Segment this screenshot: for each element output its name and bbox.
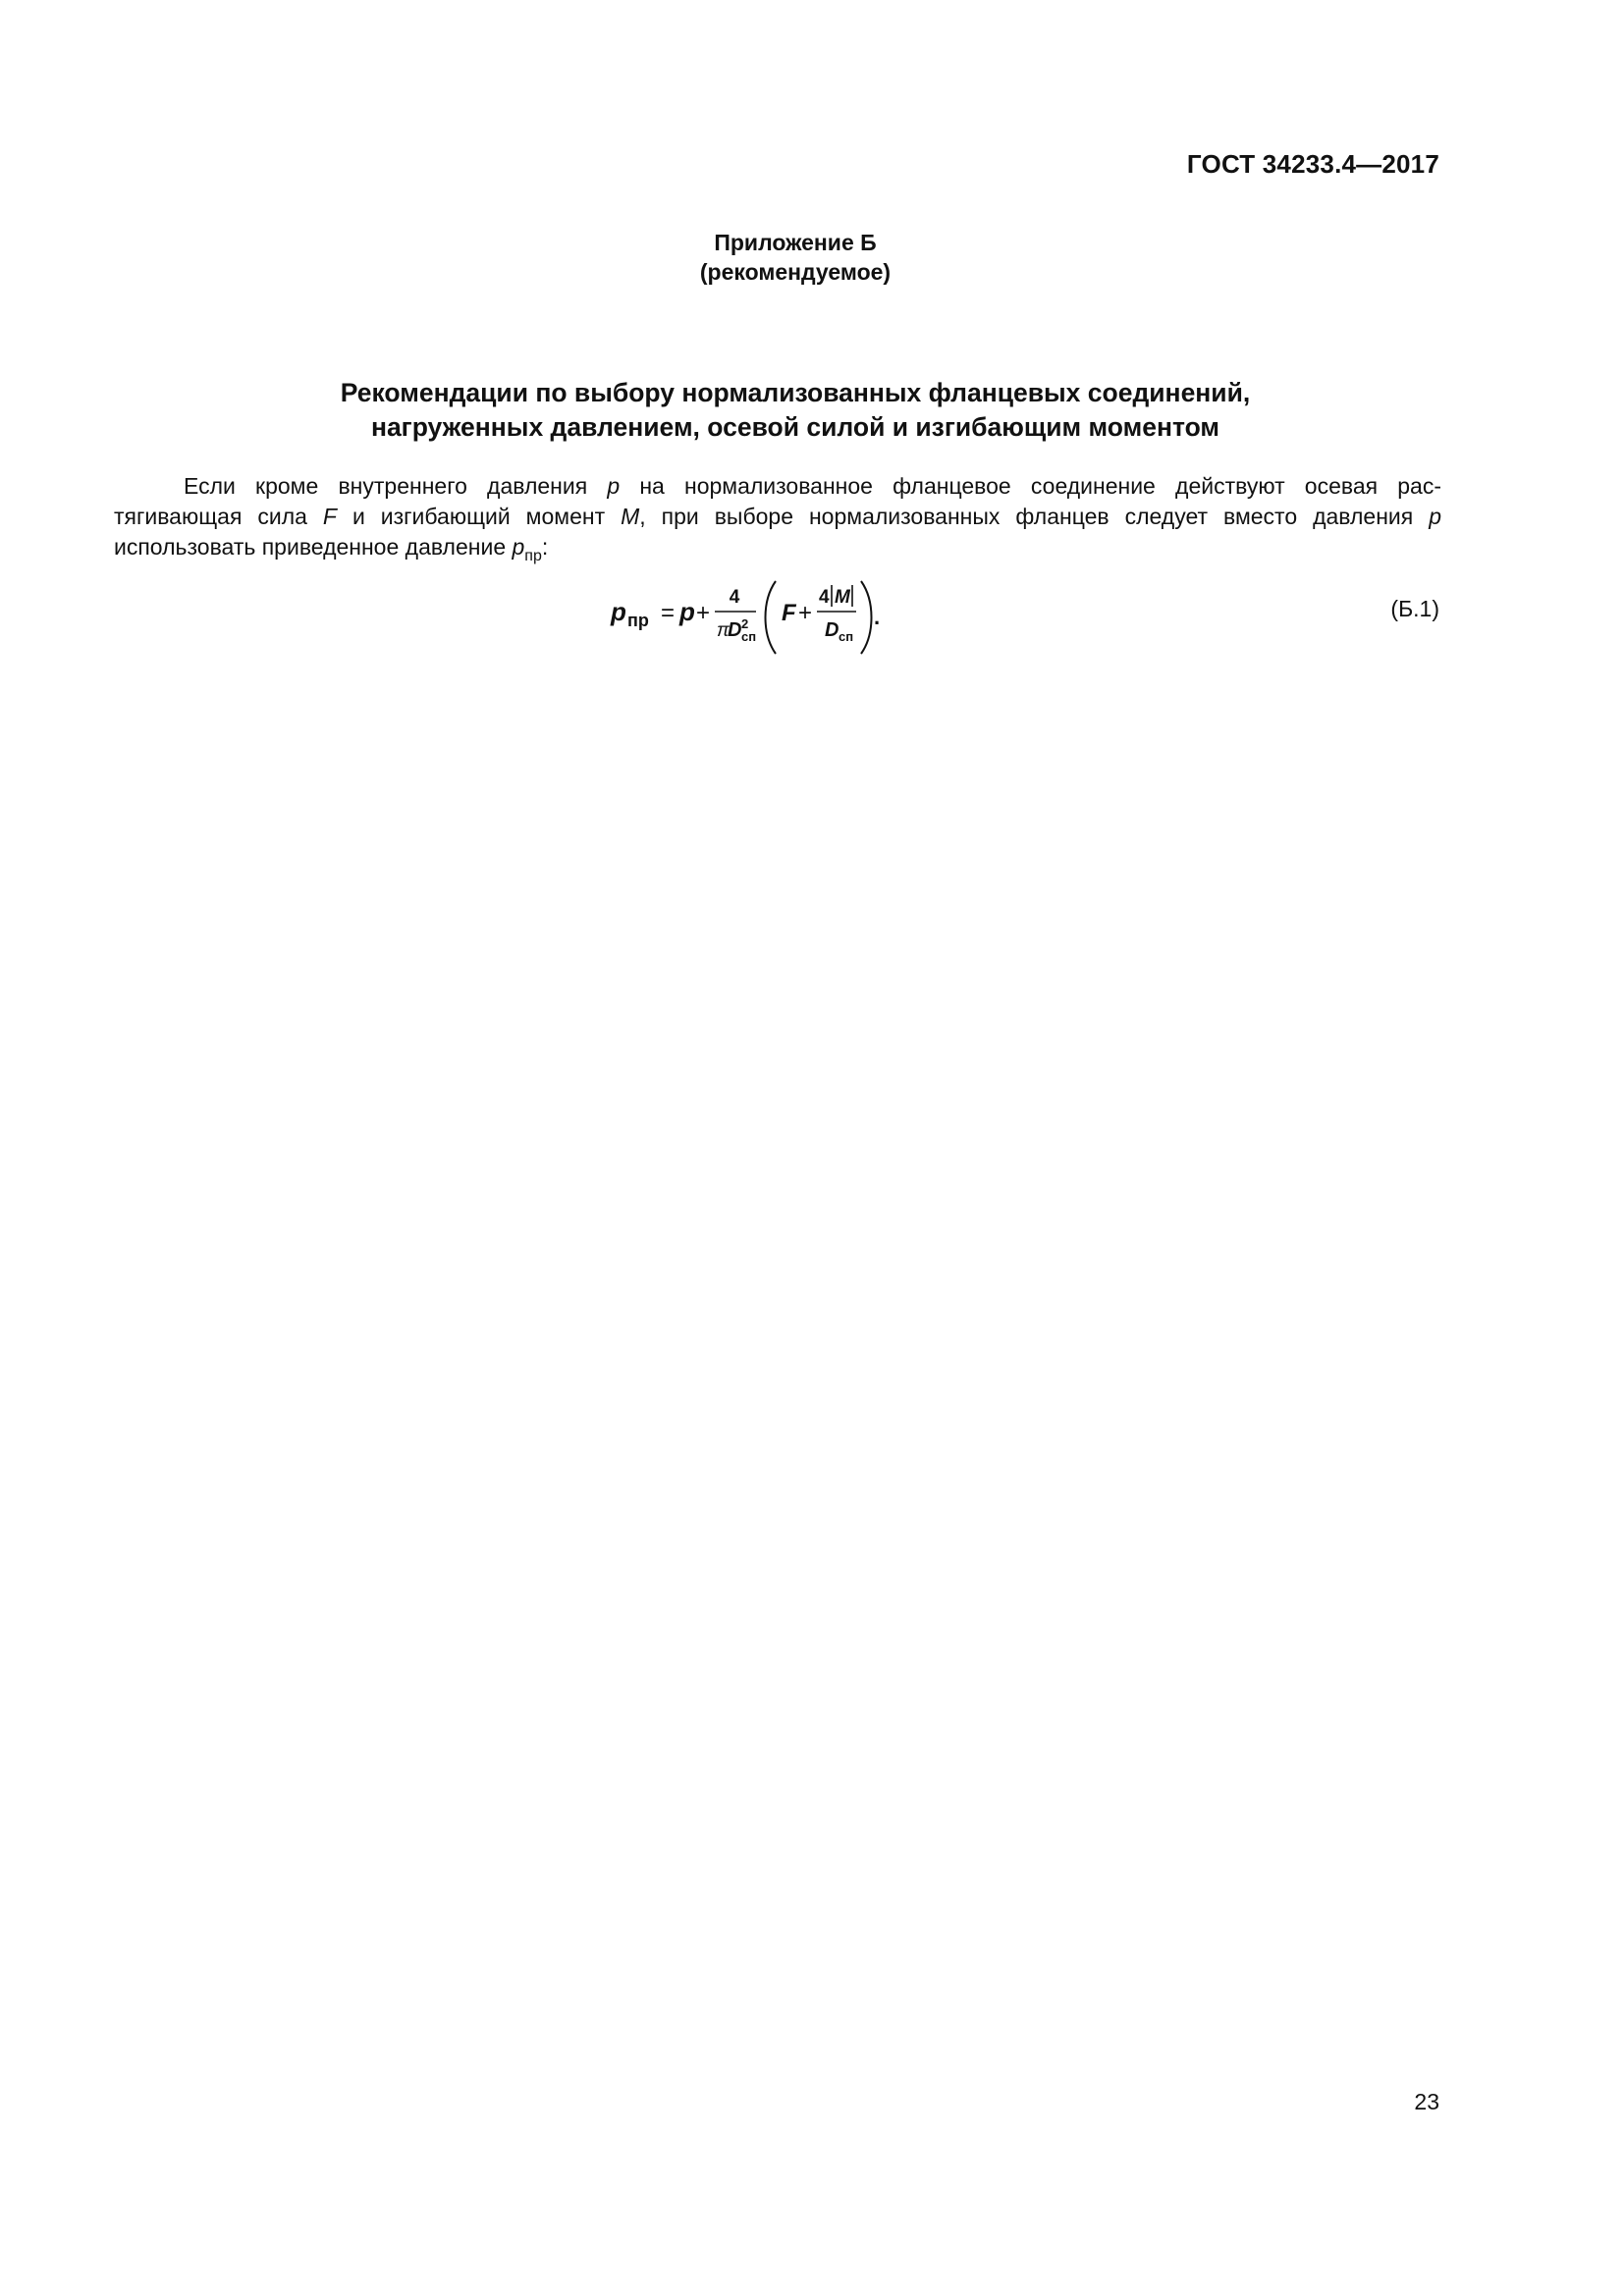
text-run: :: [541, 534, 549, 560]
paragraph-line-3: [114, 532, 1441, 562]
formula-inner-den-d: D: [825, 619, 839, 641]
formula-plus-2: +: [798, 600, 813, 626]
appendix-title: Приложение Б: [714, 230, 877, 255]
formula-lhs-sub: пр: [627, 611, 649, 630]
variable-m: M: [621, 504, 640, 529]
subscript-pr: пр: [524, 548, 542, 564]
formula-left-paren: [766, 581, 777, 654]
variable-p: p: [1429, 504, 1441, 529]
variable-f: F: [322, 504, 337, 529]
formula-number: (Б.1): [1390, 596, 1439, 621]
formula-inner-num-4: 4: [819, 587, 830, 608]
paragraph-line-1: [114, 471, 1441, 502]
formula-den-sub: сп: [741, 629, 757, 644]
formula-right-paren: [861, 581, 872, 654]
formula-f: F: [782, 600, 796, 626]
text-run: Если кроме внутреннего давления: [184, 473, 608, 499]
formula-num-4: 4: [729, 587, 740, 608]
formula-pi: π: [717, 620, 730, 641]
text-run: тягивающая сила: [114, 504, 323, 529]
variable-p: p: [512, 534, 525, 560]
text-run: и изгибающий момент: [336, 504, 622, 529]
variable-p: p: [607, 473, 621, 499]
formula-equals: =: [661, 600, 676, 626]
paragraph-line-2: [114, 502, 1441, 532]
formula-p: p: [679, 597, 695, 626]
formula-period: .: [874, 605, 881, 629]
section-title-line-1: Рекомендации по выбору нормализованных фланцевых соединений,: [340, 378, 1251, 407]
appendix-heading: [0, 228, 1591, 287]
page-number: 23: [1414, 2089, 1439, 2114]
text-run: , при выборе нормализованных фланцев следует вместо давления: [639, 504, 1430, 529]
formula-plus: +: [696, 600, 711, 626]
section-title-line-2: нагруженных давлением, осевой силой и изгибающим моментом: [370, 412, 1220, 442]
formula-lhs-p: p: [611, 597, 626, 626]
formula-den-sup: 2: [741, 616, 749, 631]
appendix-status: (рекомендуемое): [699, 259, 892, 285]
body-paragraph: [114, 471, 1441, 562]
formula-inner-m: M: [835, 587, 850, 608]
formula-inner-den-sub: сп: [839, 629, 854, 644]
text-run: использовать приведенное давление: [114, 534, 513, 560]
formula-b1: [609, 577, 923, 658]
document-code: ГОСТ 34233.4—2017: [1186, 149, 1439, 179]
formula-den-d: D: [728, 619, 742, 641]
text-run: на нормализованное фланцевое соединение действуют осевая рас-: [620, 473, 1441, 499]
section-title: [0, 376, 1591, 445]
